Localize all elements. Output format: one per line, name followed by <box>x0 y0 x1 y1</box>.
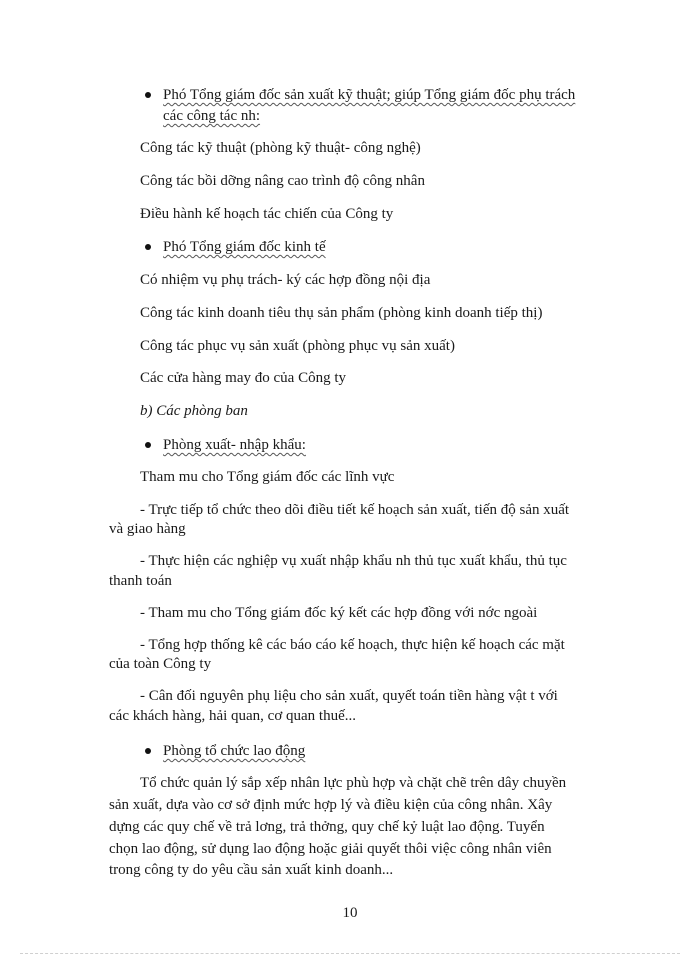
bullet-icon <box>145 92 151 98</box>
section-heading: Phó Tổng giám đốc sản xuất kỹ thuật; giúp Tổng giám đốc phụ trách <box>163 87 576 103</box>
section-heading-cont: các công tác nh: <box>163 108 261 124</box>
list-item: - Tham mu cho Tổng giám đốc ký kết các hợp đồng với nớc ngoài <box>140 605 538 621</box>
list-item: - Thực hiện các nghiệp vụ xuất nhập khẩu nh thủ tục xuất khẩu, thủ tục <box>140 553 567 569</box>
list-item: Công tác phục vụ sản xuất (phòng phục vụ sản xuất) <box>140 338 455 354</box>
paragraph-line: trong công ty do yêu cầu sản xuất kinh doanh... <box>109 862 394 878</box>
list-item: Điều hành kế hoạch tác chiến của Công ty <box>140 206 394 222</box>
list-item: Công tác kinh doanh tiêu thụ sản phẩm (phòng kinh doanh tiếp thị) <box>140 305 543 321</box>
bullet-icon <box>145 442 151 448</box>
list-item-cont: các khách hàng, hải quan, cơ quan thuế... <box>109 708 357 724</box>
page-number: 10 <box>342 905 358 921</box>
paragraph-line: Tổ chức quản lý sắp xếp nhân lực phù hợp và chặt chẽ trên dây chuyền <box>140 775 567 791</box>
section-heading: Phòng xuất- nhập khẩu: <box>163 437 306 453</box>
list-item-cont: thanh toán <box>109 573 172 589</box>
list-item: Các cửa hàng may đo của Công ty <box>140 370 346 386</box>
list-item: Công tác kỹ thuật (phòng kỹ thuật- công nghệ) <box>140 140 421 156</box>
paragraph-line: sản xuất, dựa vào cơ sở định mức hợp lý và điều kiện của công nhân. Xây <box>109 797 553 813</box>
bullet-icon <box>145 244 151 250</box>
page-bottom-divider <box>20 953 680 954</box>
section-heading: Phó Tổng giám đốc kinh tế <box>163 239 326 255</box>
section-heading: Phòng tổ chức lao động <box>163 743 306 759</box>
list-item-cont: và giao hàng <box>109 521 186 537</box>
paragraph-line: dựng các quy chế về trả lơng, trả thởng, quy chế kỷ luật lao động. Tuyển <box>109 819 545 835</box>
list-item-cont: của toàn Công ty <box>109 656 212 672</box>
list-item: - Trực tiếp tổ chức theo dõi điều tiết kế hoạch sản xuất, tiến độ sản xuất <box>140 502 570 518</box>
bullet-icon <box>145 748 151 754</box>
list-item: Công tác bồi dỡng nâng cao trình độ công nhân <box>140 173 425 189</box>
paragraph-intro: Tham mu cho Tổng giám đốc các lĩnh vực <box>140 469 395 485</box>
list-item: - Cân đối nguyên phụ liệu cho sản xuất, quyết toán tiền hàng vật t với <box>140 688 558 704</box>
list-item: - Tổng hợp thống kê các báo cáo kế hoạch, thực hiện kế hoạch các mặt <box>140 637 565 653</box>
subsection-heading: b) Các phòng ban <box>140 403 248 419</box>
list-item: Có nhiệm vụ phụ trách- ký các hợp đồng nội địa <box>140 272 431 288</box>
paragraph-line: chọn lao động, sử dụng lao động hoặc giải quyết thôi việc công nhân viên <box>109 841 552 857</box>
